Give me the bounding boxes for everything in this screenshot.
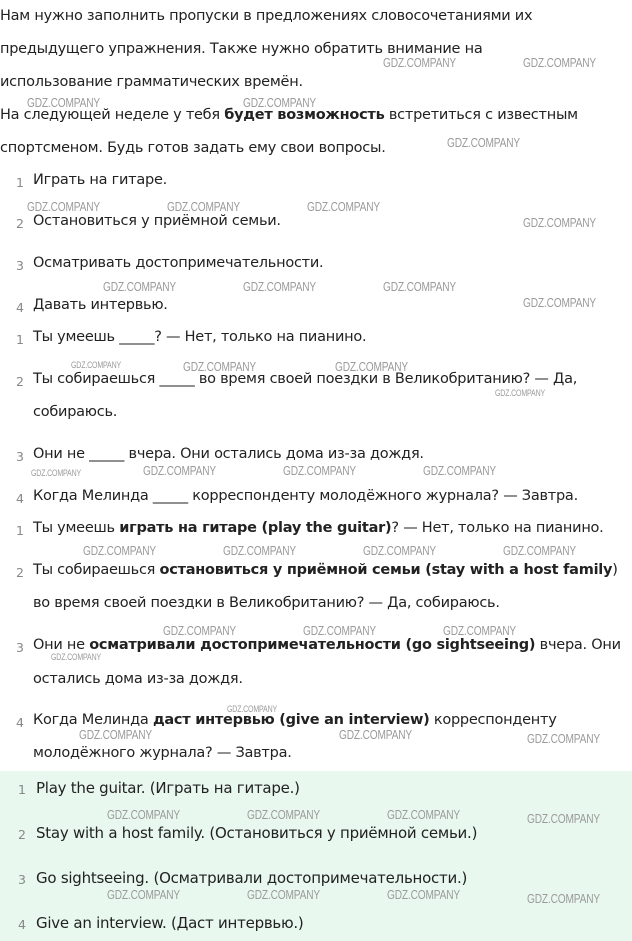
watermark: GDZ.COMPANY xyxy=(363,543,437,558)
watermark: GDZ.COMPANY xyxy=(527,731,601,746)
watermark: GDZ.COMPANY xyxy=(27,95,101,110)
list-number: 1 xyxy=(16,332,24,347)
list-item: Когда Мелинда _____ корреспонденту молодёжного журнала? — Завтра. xyxy=(33,488,578,504)
intro-line: предыдущего упражнения. Также нужно обратить внимание на xyxy=(0,41,483,57)
watermark: GDZ.COMPANY xyxy=(183,359,257,374)
intro-line: На следующей неделе у тебя будет возможность встретиться с известным xyxy=(0,107,578,123)
list-number: 4 xyxy=(16,715,24,730)
list-number: 2 xyxy=(18,827,26,842)
list-item: Stay with a host family. (Остановиться у приёмной семьи.) xyxy=(36,824,478,842)
watermark: GDZ.COMPANY xyxy=(83,543,157,558)
watermark: GDZ.COMPANY xyxy=(27,199,101,214)
watermark: GDZ.COMPANY xyxy=(335,359,409,374)
watermark: GDZ.COMPANY xyxy=(495,388,546,398)
list-item-continuation: остались дома из-за дождя. xyxy=(33,671,243,687)
watermark: GDZ.COMPANY xyxy=(423,463,497,478)
watermark: GDZ.COMPANY xyxy=(303,623,377,638)
intro-line: использование грамматических времён. xyxy=(0,74,303,90)
watermark: GDZ.COMPANY xyxy=(247,807,321,822)
watermark: GDZ.COMPANY xyxy=(503,543,577,558)
list-number: 3 xyxy=(18,872,26,887)
watermark: GDZ.COMPANY xyxy=(523,295,597,310)
list-item: Ты собираешься остановиться у приёмной семьи (stay with a host family) xyxy=(33,562,618,578)
list-item: Ты умеешь играть на гитаре (play the guitar)? — Нет, только на пианино. xyxy=(33,520,604,536)
list-item: Go sightseeing. (Осматривали достопримечательности.) xyxy=(36,869,468,887)
watermark: GDZ.COMPANY xyxy=(71,360,122,370)
watermark: GDZ.COMPANY xyxy=(163,623,237,638)
watermark: GDZ.COMPANY xyxy=(387,807,461,822)
watermark: GDZ.COMPANY xyxy=(447,135,521,150)
watermark: GDZ.COMPANY xyxy=(167,199,241,214)
list-item: Играть на гитаре. xyxy=(33,172,167,188)
watermark: GDZ.COMPANY xyxy=(523,215,597,230)
list-number: 2 xyxy=(16,374,24,389)
list-item-continuation: во время своей поездки в Великобританию? — Да, собираюсь. xyxy=(33,595,500,611)
list-number: 3 xyxy=(16,449,24,464)
answer-phrase: остановиться у приёмной семьи (stay with a host family xyxy=(159,562,613,578)
list-item: Give an interview. (Даст интервью.) xyxy=(36,914,304,932)
key-phrase: будет возможность xyxy=(224,107,385,123)
watermark: GDZ.COMPANY xyxy=(527,811,601,826)
watermark: GDZ.COMPANY xyxy=(307,199,381,214)
answer-phrase: осматривали достопримечательности (go sightseeing) xyxy=(89,637,536,653)
watermark: GDZ.COMPANY xyxy=(79,727,153,742)
watermark: GDZ.COMPANY xyxy=(247,887,321,902)
watermark: GDZ.COMPANY xyxy=(383,279,457,294)
watermark: GDZ.COMPANY xyxy=(243,279,317,294)
answer-phrase: даст интервью (give an interview) xyxy=(152,712,430,728)
list-item: Они не осматривали достопримечательности (go sightseeing) вчера. Они xyxy=(33,637,621,653)
watermark: GDZ.COMPANY xyxy=(107,887,181,902)
intro-line: Нам нужно заполнить пропуски в предложениях словосочетаниями их xyxy=(0,8,533,24)
watermark: GDZ.COMPANY xyxy=(443,623,517,638)
list-number: 3 xyxy=(16,640,24,655)
list-item: Давать интервью. xyxy=(33,297,168,313)
list-item-continuation: молодёжного журнала? — Завтра. xyxy=(33,745,292,761)
answer-phrase: играть на гитаре (play the guitar) xyxy=(119,520,392,536)
watermark: GDZ.COMPANY xyxy=(103,279,177,294)
list-number: 4 xyxy=(16,491,24,506)
list-item: Ты собираешься _____ во время своей поездки в Великобританию? — Да, xyxy=(33,371,578,387)
list-number: 4 xyxy=(18,917,26,932)
list-item-continuation: собираюсь. xyxy=(33,404,118,420)
watermark: GDZ.COMPANY xyxy=(383,55,457,70)
watermark: GDZ.COMPANY xyxy=(523,55,597,70)
watermark: GDZ.COMPANY xyxy=(527,891,601,906)
list-number: 4 xyxy=(16,300,24,315)
list-item: Осматривать достопримечательности. xyxy=(33,255,324,271)
list-item: Ты умеешь _____? — Нет, только на пианино. xyxy=(33,329,367,345)
watermark: GDZ.COMPANY xyxy=(31,468,82,478)
watermark: GDZ.COMPANY xyxy=(387,887,461,902)
list-item: Остановиться у приёмной семьи. xyxy=(33,213,281,229)
list-number: 2 xyxy=(16,565,24,580)
watermark: GDZ.COMPANY xyxy=(339,727,413,742)
list-number: 1 xyxy=(18,782,26,797)
list-number: 1 xyxy=(16,175,24,190)
watermark: GDZ.COMPANY xyxy=(227,704,278,714)
list-number: 3 xyxy=(16,258,24,273)
watermark: GDZ.COMPANY xyxy=(283,463,357,478)
watermark: GDZ.COMPANY xyxy=(107,807,181,822)
list-item: Play the guitar. (Играть на гитаре.) xyxy=(36,779,300,797)
list-item: Когда Мелинда даст интервью (give an interview) корреспонденту xyxy=(33,712,557,728)
list-number: 2 xyxy=(16,216,24,231)
watermark: GDZ.COMPANY xyxy=(243,95,317,110)
list-number: 1 xyxy=(16,523,24,538)
watermark: GDZ.COMPANY xyxy=(51,652,102,662)
watermark: GDZ.COMPANY xyxy=(223,543,297,558)
watermark: GDZ.COMPANY xyxy=(143,463,217,478)
intro-line: спортсменом. Будь готов задать ему свои вопросы. xyxy=(0,140,386,156)
translation-block xyxy=(0,771,632,941)
list-item: Они не _____ вчера. Они остались дома из-за дождя. xyxy=(33,446,424,462)
